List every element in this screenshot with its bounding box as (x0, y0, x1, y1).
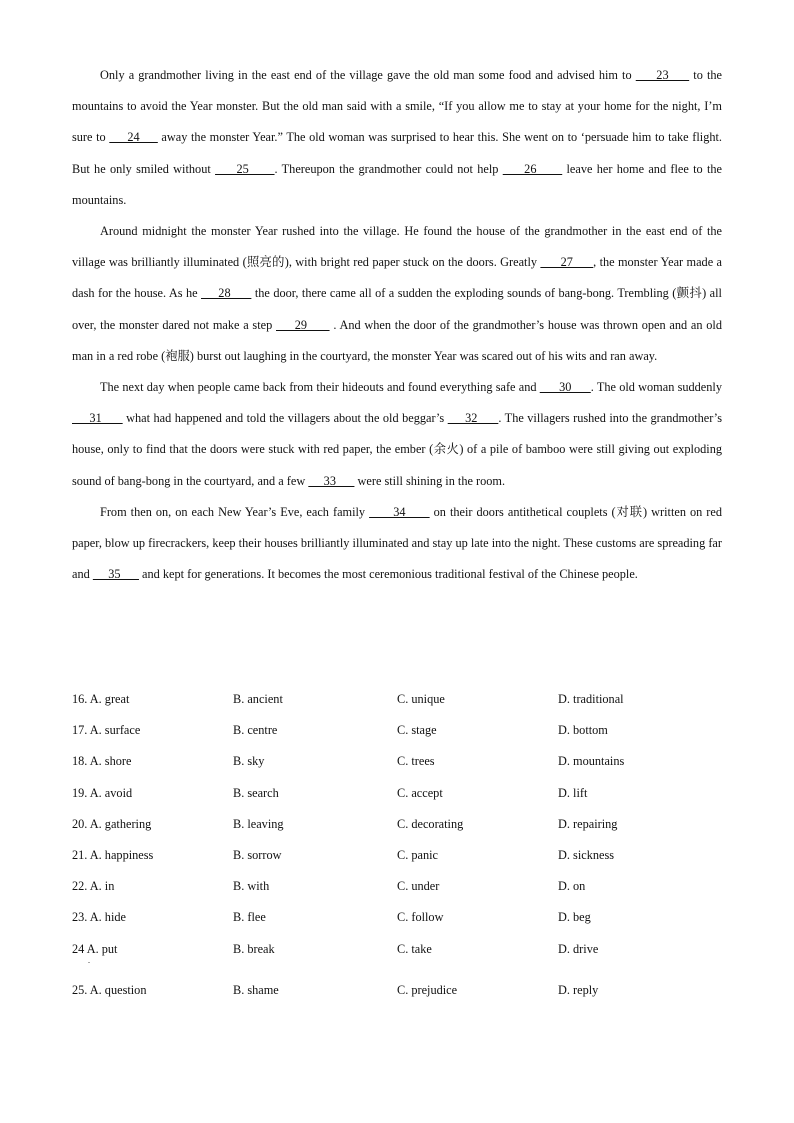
option-d: D. bottom (558, 723, 608, 738)
passage-text: to the mountains to avoid the Year monster. But the old man said with a smile, “If you allow me to stay at your home for the night, I’m sure to (72, 68, 722, 145)
option-row (72, 902, 722, 933)
passage-text: leave her home and flee to the mountains. (72, 161, 722, 207)
question-number: 25. (72, 982, 88, 997)
option-a (72, 902, 126, 933)
option-row (72, 746, 722, 777)
question-number: 23. (72, 910, 88, 925)
option-a (72, 809, 151, 840)
answer-blank: 29 (276, 317, 330, 332)
option-label: A. hide (89, 910, 126, 925)
option-c: C. stage (397, 723, 437, 738)
option-c: C. panic (397, 847, 438, 862)
answer-blank: 25 (215, 161, 275, 176)
option-c: C. under (397, 879, 440, 894)
option-a (72, 871, 114, 902)
answer-blank: 31 (72, 411, 123, 426)
option-d: D. on (558, 879, 586, 894)
option-label: A. in (89, 879, 115, 894)
passage-text: From then on, on each New Year’s Eve, each family (100, 504, 370, 519)
option-row (72, 934, 722, 965)
option-label: A. question (89, 982, 147, 997)
passage-text: the door, there came all of a sudden the exploding sounds of bang-bong. Trembling (颤抖) all over, the monster dared not make a step (72, 286, 722, 332)
passage-text: were still shining in the room. (354, 473, 506, 488)
question-number: 16. (72, 692, 88, 706)
passage-text: . The old woman suddenly (590, 380, 722, 395)
option-b: B. with (233, 879, 270, 894)
question-number: 17. (72, 723, 88, 738)
question-number: 20. (72, 816, 88, 831)
answer-blank: 23 (635, 68, 690, 82)
option-b: B. ancient (233, 692, 283, 706)
cloze-passage (72, 60, 722, 590)
option-row (72, 778, 722, 809)
option-label: A. gathering (89, 816, 152, 831)
answer-blank: 27 (540, 255, 594, 270)
option-row (72, 975, 722, 1006)
option-b: B. leaving (233, 816, 284, 831)
option-d: D. lift (558, 785, 588, 800)
passage-text: . And when the door of the grandmother’s house was thrown open and an old man in a red robe (袍服) burst out laughing in the courtyard, the monster Year was scared out of his wits and ran away. (72, 317, 722, 363)
paragraph (72, 497, 722, 591)
answer-blank: 33 (308, 473, 355, 488)
option-row (72, 715, 722, 746)
paragraph (72, 372, 722, 497)
option-b: B. search (233, 785, 279, 800)
option-d: D. beg (558, 910, 591, 925)
option-c: C. prejudice (397, 982, 458, 997)
option-d: D. mountains (558, 754, 625, 769)
passage-text: on their doors antithetical couplets (对联) written on red paper, blow up firecrackers, keep their houses brilliantly illuminated and stay up late into the night. These customs are spreading far and (72, 504, 723, 582)
option-label: A. happiness (89, 847, 154, 862)
option-c: C. follow (397, 910, 444, 925)
option-a (72, 715, 140, 746)
passage-text: Around midnight the monster Year rushed into the village. He found the house of the grandmother in the east end of the village was brilliantly illuminated (照亮的), with bright red paper stuck on the doors. Greatly (72, 224, 722, 270)
option-label: A. put (86, 941, 118, 956)
answer-blank: 32 (447, 411, 499, 426)
option-d: D. repairing (558, 816, 618, 831)
option-d: D. drive (558, 941, 599, 956)
option-label: A. great (89, 692, 130, 706)
option-b: B. sorrow (233, 847, 282, 862)
option-a (72, 934, 117, 965)
answer-blank: 34 (369, 504, 430, 519)
option-a (72, 840, 153, 871)
passage-text: , the monster Year made a dash for the house. As he (72, 255, 722, 301)
answer-blank: 35 (92, 567, 139, 582)
option-a (72, 684, 129, 715)
option-c: C. accept (397, 785, 443, 800)
option-b: B. flee (233, 910, 266, 925)
option-b: B. shame (233, 982, 279, 997)
question-number: 18. (72, 754, 88, 769)
option-a (72, 975, 146, 1006)
option-row (72, 871, 722, 902)
paragraph (72, 60, 722, 216)
answer-blank: 24 (109, 130, 158, 145)
passage-text: . Thereupon the grandmother could not help (274, 161, 503, 176)
option-b: B. centre (233, 723, 278, 738)
option-label: A. shore (89, 754, 132, 769)
passage-text: Only a grandmother living in the east end of the village gave the old man some food and advised him to (100, 68, 636, 82)
passage-text: . The villagers rushed into the grandmother’s house, only to find that the doors were stuck with red paper, the ember (余火) of a pile of bamboo were still giving out exploding sound of bang-bong in the courtyard, and a few (72, 411, 722, 488)
answer-options (72, 684, 722, 1006)
option-d: D. traditional (558, 692, 624, 706)
option-row (72, 684, 722, 715)
option-c: C. decorating (397, 816, 464, 831)
option-d: D. reply (558, 982, 599, 997)
question-number: 19. (72, 785, 88, 800)
passage-text: and kept for generations. It becomes the most ceremonious traditional festival of the Chinese people. (138, 567, 638, 582)
option-row (72, 809, 722, 840)
option-label: A. avoid (89, 785, 133, 800)
answer-blank: 28 (201, 286, 252, 301)
option-c: C. trees (397, 754, 435, 769)
option-row (72, 840, 722, 871)
stray-dot: . (88, 955, 90, 965)
option-c: C. take (397, 941, 432, 956)
option-label: A. surface (89, 723, 141, 738)
passage-text: what had happened and told the villagers about the old beggar’s (122, 411, 448, 426)
option-a (72, 746, 131, 777)
question-number: 21. (72, 847, 88, 862)
answer-blank: 26 (502, 161, 563, 176)
passage-text: away the monster Year.” The old woman was surprised to hear this. She went on to ‘persuade him to take flight. But he only smiled without (72, 130, 722, 176)
paragraph (72, 216, 722, 372)
option-b: B. break (233, 941, 275, 956)
question-number: 22. (72, 879, 88, 894)
option-c: C. unique (397, 692, 445, 706)
option-a (72, 778, 132, 809)
passage-text: The next day when people came back from their hideouts and found everything safe and (100, 380, 540, 395)
question-number: 24 (72, 941, 85, 956)
answer-blank: 30 (539, 380, 591, 395)
option-d: D. sickness (558, 847, 615, 862)
option-b: B. sky (233, 754, 265, 769)
